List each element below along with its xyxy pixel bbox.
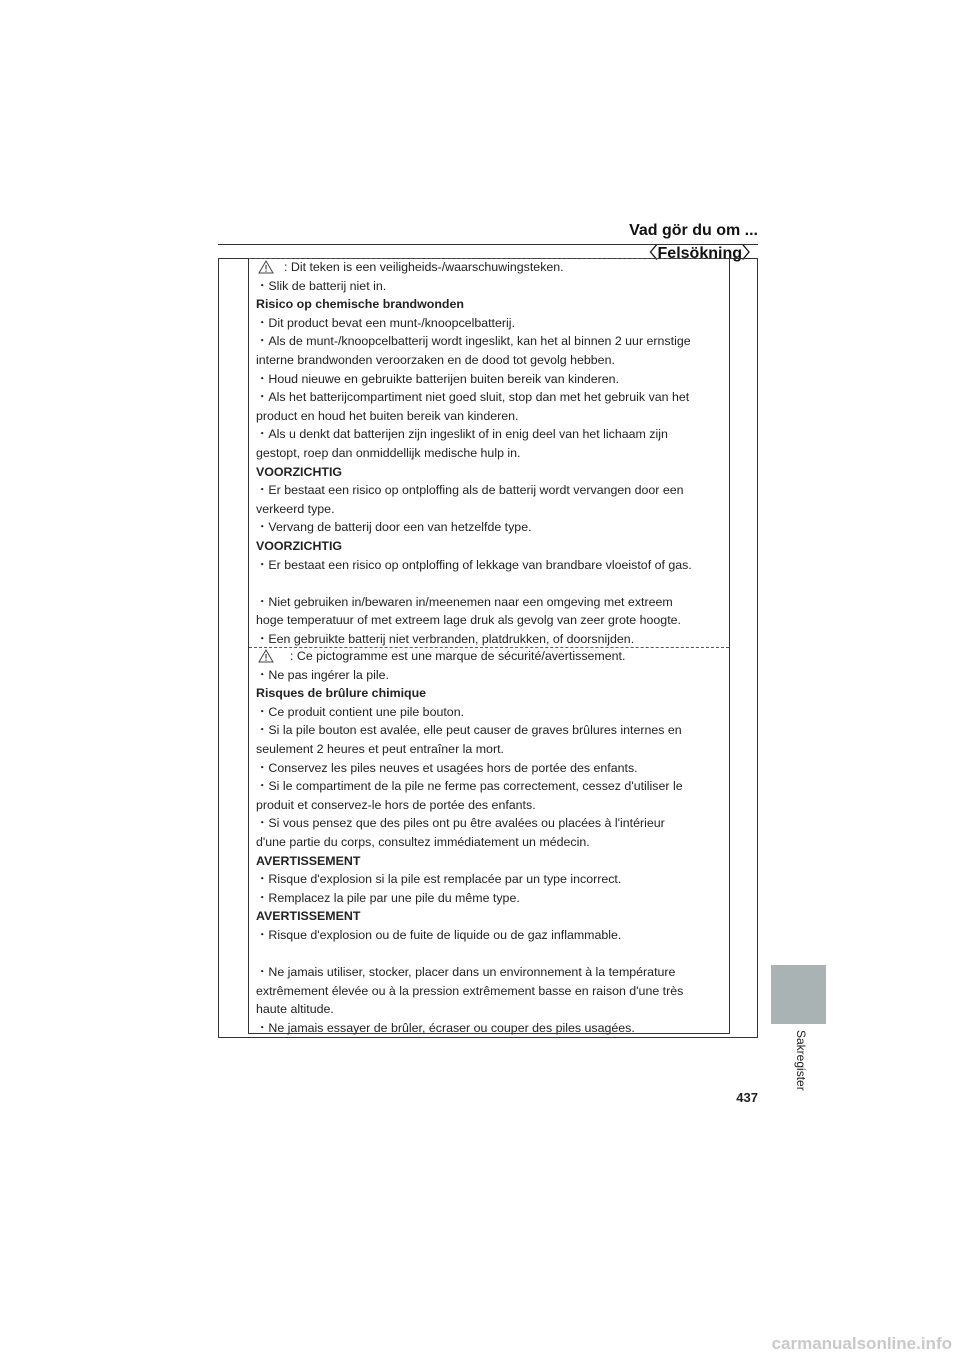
notice-line: gestopt, roep dan onmiddellijk medische hulp in. xyxy=(256,445,521,460)
notice-line: ・Si le compartiment de la pile ne ferme pas correctement, cessez d'utiliser le xyxy=(256,779,683,794)
notice-line: ・Risque d'explosion ou de fuite de liquide ou de gaz inflammable. xyxy=(256,927,622,942)
blank-line xyxy=(256,945,724,964)
notice-line: ・Si la pile bouton est avalée, elle peut causer de graves brûlures internes en xyxy=(256,723,682,738)
notice-line: verkeerd type. xyxy=(256,501,335,516)
warning-notice-box xyxy=(248,258,730,1034)
notice-line: ・Dit product bevat een munt-/knoopcelbatterij. xyxy=(256,315,515,330)
notice-line: extrêmement élevée ou à la pression extrêmement basse en raison d'une très xyxy=(256,983,684,998)
notice-heading: VOORZICHTIG xyxy=(256,538,343,553)
warning-legend-text: : Ce pictogramme est une marque de sécurité/avertissement. xyxy=(290,649,626,663)
notice-line: ・Conservez les piles neuves et usagées hors de portée des enfants. xyxy=(256,760,638,775)
notice-line: ・Slik de batterij niet in. xyxy=(256,278,387,293)
warning-legend-line xyxy=(256,258,724,277)
notice-line: ・Er bestaat een risico op ontploffing of lekkage van brandbare vloeistof of gas. xyxy=(256,557,692,572)
notice-line: interne brandwonden veroorzaken en de dood tot gevolg hebben. xyxy=(256,352,615,367)
notice-heading: VOORZICHTIG xyxy=(256,464,343,479)
notice-section-dutch xyxy=(256,258,724,648)
notice-line: ・Si vous pensez que des piles ont pu être avalées ou placées à l'intérieur xyxy=(256,816,665,831)
page-number: 437 xyxy=(736,1090,758,1105)
header-rule xyxy=(218,244,758,245)
warning-triangle-icon xyxy=(258,649,274,663)
notice-heading: AVERTISSEMENT xyxy=(256,909,361,924)
warning-triangle-icon xyxy=(258,260,274,274)
warning-legend-text: : Dit teken is een veiligheids-/waarschuwingsteken. xyxy=(284,260,564,274)
notice-line: ・Ne pas ingérer la pile. xyxy=(256,667,389,682)
notice-line: ・Niet gebruiken in/bewaren in/meenemen naar een omgeving met extreem xyxy=(256,594,673,609)
warning-legend-line xyxy=(256,647,724,666)
notice-line: ・Ne jamais essayer de brûler, écraser ou couper des piles usagées. xyxy=(256,1020,635,1035)
notice-line: ・Houd nieuwe en gebruikte batterijen buiten bereik van kinderen. xyxy=(256,371,620,386)
notice-line: ・Een gebruikte batterij niet verbranden, platdrukken, of doorsnijden. xyxy=(256,631,635,646)
notice-line: ・Ne jamais utiliser, stocker, placer dans un environnement à la température xyxy=(256,965,676,980)
notice-line: hoge temperatuur of met extreem lage druk als gevolg van zeer grote hoogte. xyxy=(256,613,681,628)
notice-line: ・Als het batterijcompartiment niet goed sluit, stop dan met het gebruik van het xyxy=(256,390,690,405)
notice-line: ・Risque d'explosion si la pile est remplacée par un type incorrect. xyxy=(256,872,622,887)
notice-line: ・Er bestaat een risico op ontploffing als de batterij wordt vervangen door een xyxy=(256,483,684,498)
notice-heading: Risico op chemische brandwonden xyxy=(256,297,464,312)
notice-line: ・Vervang de batterij door een van hetzelfde type. xyxy=(256,520,532,535)
notice-heading: Risques de brûlure chimique xyxy=(256,686,427,701)
side-tab-label: Sakregister xyxy=(794,1030,808,1091)
notice-line: ・Ce produit contient une pile bouton. xyxy=(256,704,465,719)
notice-section-french xyxy=(256,647,724,1037)
side-index-tab xyxy=(771,965,826,1024)
notice-heading: AVERTISSEMENT xyxy=(256,853,361,868)
notice-line: ・Remplacez la pile par une pile du même type. xyxy=(256,890,520,905)
notice-line: product en houd het buiten bereik van kinderen. xyxy=(256,408,519,423)
notice-line: produit et conservez-le hors de portée des enfants. xyxy=(256,797,536,812)
blank-line xyxy=(256,574,724,593)
notice-line: haute altitude. xyxy=(256,1002,334,1017)
notice-line: seulement 2 heures et peut entraîner la mort. xyxy=(256,741,504,756)
watermark-text: carmanualsonline.info xyxy=(771,1334,952,1353)
notice-line: ・Als u denkt dat batterijen zijn ingeslikt of in enig deel van het lichaam zijn xyxy=(256,427,668,442)
notice-line: d'une partie du corps, consultez immédiatement un médecin. xyxy=(256,834,590,849)
page-header-title: Vad gör du om ... 〈Felsökning〉 xyxy=(629,222,758,262)
notice-line: ・Als de munt-/knoopcelbatterij wordt ingeslikt, kan het al binnen 2 uur ernstige xyxy=(256,334,691,349)
